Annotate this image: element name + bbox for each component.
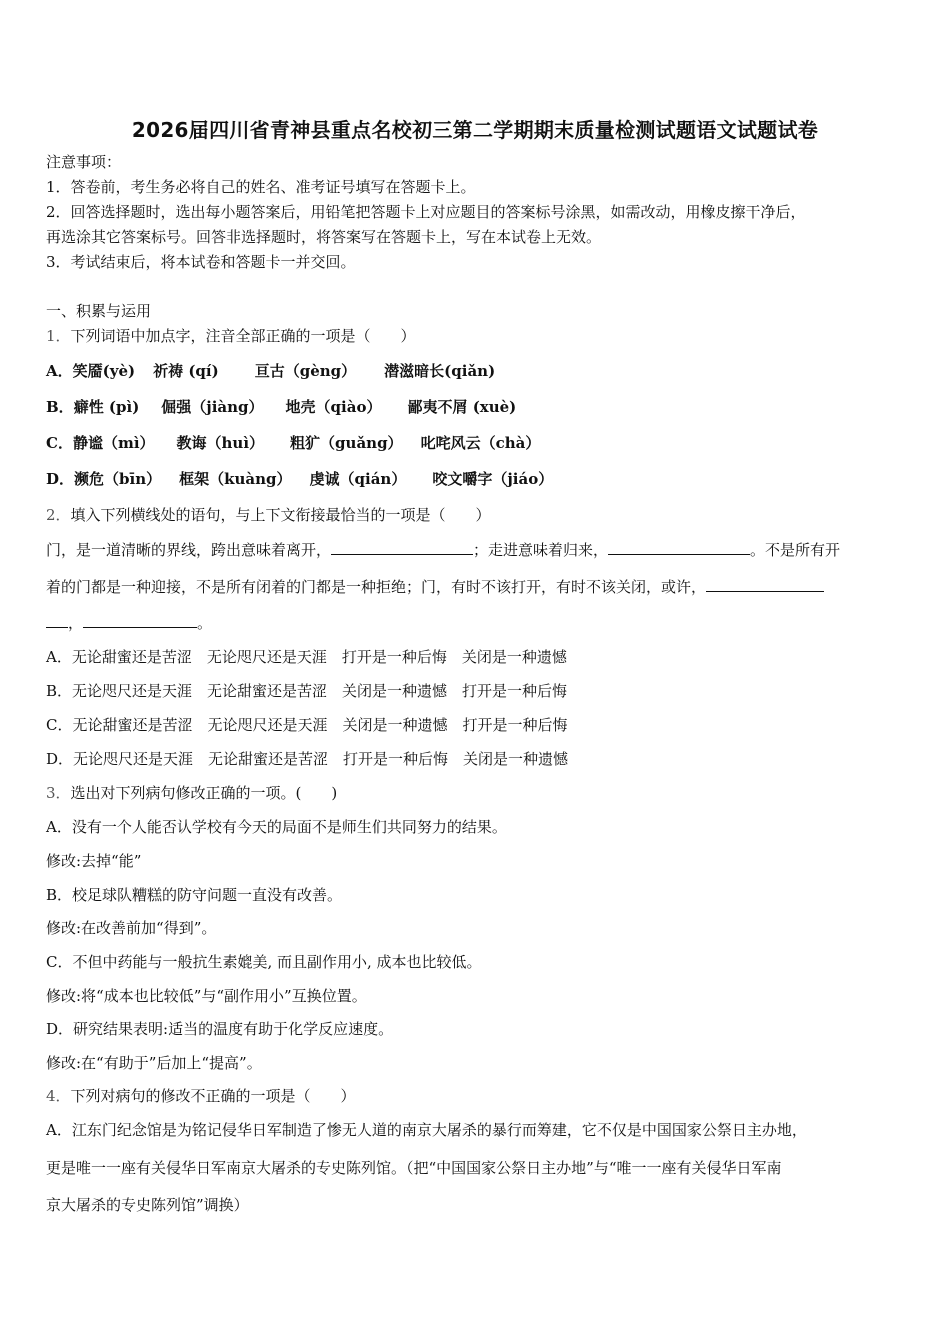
answer-blank [608,540,750,555]
passage-text: 。不是所有开 [750,541,841,559]
option-word: 亘古（gèng） [254,362,357,380]
question-3-stem [46,783,337,803]
question-2-passage-line-1 [46,540,840,560]
passage-text: ， [68,614,84,632]
question-2-passage-line-3 [46,613,212,633]
question-4-option-a-line-3: 京大屠杀的专史陈列馆”调换） [46,1196,249,1214]
question-3-option-b-fix: 修改:在改善前加“得到”。 [46,919,217,937]
question-1-option-d [46,469,553,489]
question-4-option-a-line-1: A．江东门纪念馆是为铭记侵华日军制造了惨无人道的南京大屠杀的暴行而筹建，它不仅是中国国家公祭日主办地， [46,1121,807,1139]
question-3-option-d: D．研究结果表明:适当的温度有助于化学反应速度。 [46,1020,394,1038]
question-2-option-c: C．无论甜蜜还是苦涩 无论咫尺还是天涯 关闭是一种遗憾 打开是一种后悔 [46,716,568,734]
section-heading: 一、积累与运用 [46,302,152,320]
option-word: 教诲（huì） [176,434,265,452]
question-text: 选出对下列病句修改正确的一项。( ) [70,784,338,802]
option-word: 静谧（mì） [72,434,155,452]
option-word: 鄙夷不屑 (xuè) [407,398,517,416]
question-number: 4． [46,1087,71,1105]
question-2-option-d: D．无论咫尺还是天涯 无论甜蜜还是苦涩 打开是一种后悔 关闭是一种遗憾 [46,750,569,768]
option-word: 粗犷（guǎng） [290,434,403,452]
passage-text: 。 [197,614,213,632]
option-word: 癖性 (pì) [73,398,140,416]
answer-blank [83,613,197,628]
answer-blank [706,577,824,592]
option-word: 地壳（qiào） [285,398,382,416]
question-3-option-c: C．不但中药能与一般抗生素媲美, 而且副作用小, 成本也比较低。 [46,953,482,971]
question-3-option-c-fix: 修改:将“成本也比较低”与“副作用小”互换位置。 [46,987,367,1005]
page-title: 2026届四川省青神县重点名校初三第二学期期末质量检测试题语文试题试卷 [131,118,819,142]
option-label: A． [46,362,73,380]
notice-item-1: 1．答卷前，考生务必将自己的姓名、准考证号填写在答题卡上。 [46,178,476,196]
question-4-stem [46,1086,356,1106]
question-text: 下列词语中加点字，注音全部正确的一项是（ ） [70,327,416,345]
option-word: 濒危（bīn） [74,470,162,488]
passage-text: 门，是一道清晰的界线，跨出意味着离开， [46,541,332,559]
answer-blank [46,613,68,628]
notice-heading: 注意事项： [46,153,122,171]
question-number: 3． [46,784,71,802]
option-label: B． [46,398,74,416]
notice-item-2b: 再选涂其它答案标号。回答非选择题时，将答案写在答题卡上，写在本试卷上无效。 [46,228,602,246]
option-word: 虔诚（qián） [309,470,407,488]
question-3-option-d-fix: 修改:在“有助于”后加上“提高”。 [46,1054,262,1072]
question-2-stem [46,505,491,525]
passage-text: 着的门都是一种迎接，不是所有闭着的门都是一种拒绝；门，有时不该打开，有时不该关闭，或许， [46,578,707,596]
option-word: 咬文嚼字（jiáo） [432,470,554,488]
question-3-option-a: A．没有一个人能否认学校有今天的局面不是师生们共同努力的结果。 [46,818,507,836]
option-word: 祈祷 (qí) [153,362,219,380]
question-3-option-a-fix: 修改:去掉“能” [46,852,142,870]
answer-blank [331,540,473,555]
option-word: 笑靥(yè) [72,362,136,380]
question-3-option-b: B．校足球队糟糕的防守问题一直没有改善。 [46,886,343,904]
option-word: 潜滋暗长(qiǎn) [384,362,496,380]
question-1-stem [46,326,416,346]
question-2-passage-line-2 [46,577,824,597]
passage-text: ；走进意味着归来， [473,541,609,559]
notice-item-3: 3．考试结束后，将本试卷和答题卡一并交回。 [46,253,356,271]
question-2-option-b: B．无论咫尺还是天涯 无论甜蜜还是苦涩 关闭是一种遗憾 打开是一种后悔 [46,682,568,700]
question-1-option-c [46,433,540,453]
question-2-option-a: A．无论甜蜜还是苦涩 无论咫尺还是天涯 打开是一种后悔 关闭是一种遗憾 [46,648,567,666]
option-word: 倔强（jiàng） [161,398,264,416]
option-word: 叱咤风云（chà） [420,434,541,452]
question-text: 下列对病句的修改不正确的一项是（ ） [70,1087,356,1105]
question-4-option-a-line-2: 更是唯一一座有关侵华日军南京大屠杀的专史陈列馆。（把“中国国家公祭日主办地”与“唯一一座有关侵华日军南 [46,1159,782,1177]
question-1-option-a [46,361,495,381]
question-1-option-b [46,397,516,417]
question-number: 2． [46,506,71,524]
option-word: 框架（kuàng） [179,470,292,488]
question-number: 1． [46,327,71,345]
option-label: C． [46,434,73,452]
option-label: D． [46,470,75,488]
question-text: 填入下列横线处的语句，与上下文衔接最恰当的一项是（ ） [70,506,491,524]
notice-item-2a: 2．回答选择题时，选出每小题答案后，用铅笔把答题卡上对应题目的答案标号涂黑，如需改动，用橡皮擦干净后， [46,203,806,221]
